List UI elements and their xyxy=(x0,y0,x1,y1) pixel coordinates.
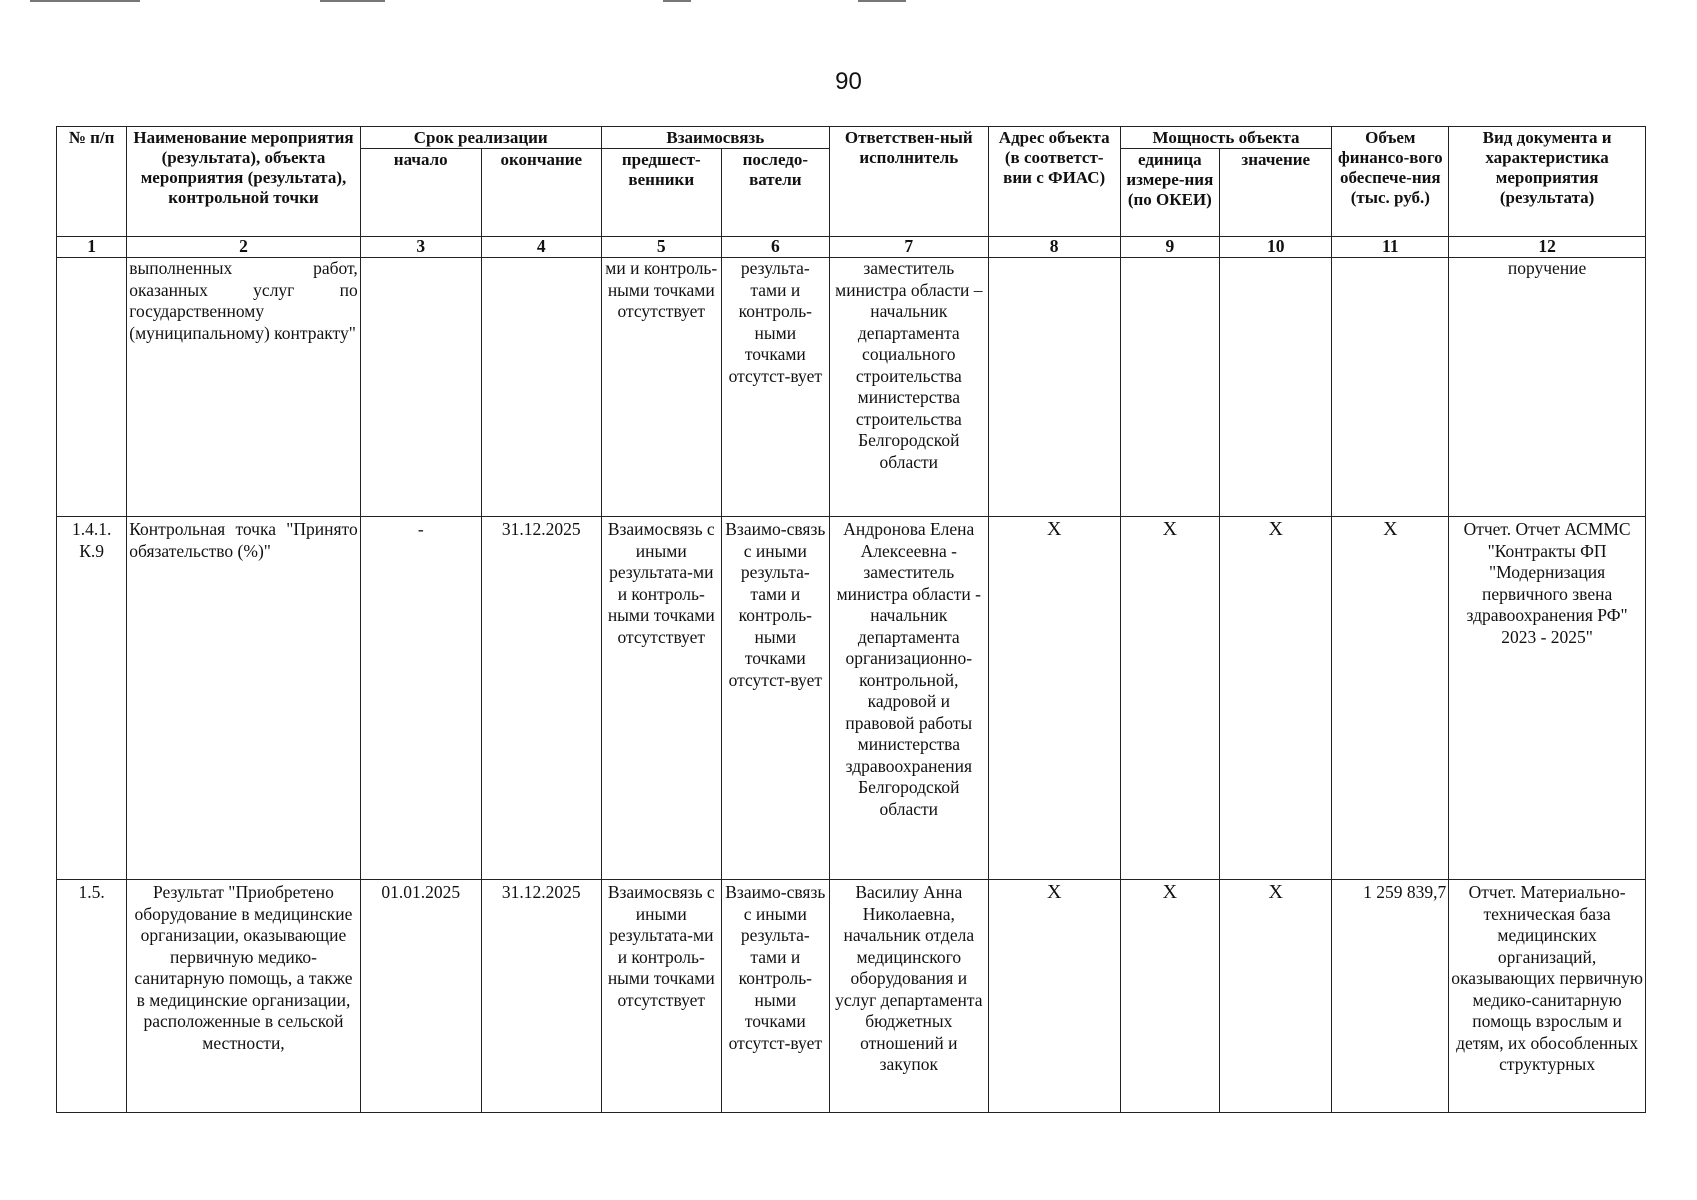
row-predecessors: Взаимосвязь с иными результата-ми и контроль-ными точками отсутствует xyxy=(601,517,721,880)
header-doc-type: Вид документа и характеристика мероприятия (результата) xyxy=(1449,127,1646,237)
row-start-date: - xyxy=(360,517,481,880)
row-end-date xyxy=(481,258,601,517)
row-number: 1.5. xyxy=(57,880,127,1113)
column-number-row xyxy=(57,237,1646,258)
row-address: X xyxy=(988,517,1120,880)
header-link-group: Взаимосвязь xyxy=(601,127,829,149)
row-unit: X xyxy=(1120,517,1219,880)
column-number: 4 xyxy=(481,237,601,258)
row-start-date: 01.01.2025 xyxy=(360,880,481,1113)
table-row xyxy=(57,880,1646,1113)
row-responsible: Андронова Елена Алексеевна - заместитель министра области - начальник департамента организационно-контрольной, кадровой и правовой работы министерства здравоохранения Белгородской области xyxy=(829,517,988,880)
column-number: 9 xyxy=(1120,237,1219,258)
header-link-pred: предшест-венники xyxy=(601,149,721,237)
scan-edge-mark xyxy=(30,0,140,2)
row-number xyxy=(57,258,127,517)
row-doc-type: Отчет. Материально-техническая база медицинских организаций, оказывающих первичную медико-санитарную помощь взрослым и детям, их обособленных структурных xyxy=(1449,880,1646,1113)
column-number: 5 xyxy=(601,237,721,258)
row-doc-type: Отчет. Отчет АСММС "Контракты ФП "Модернизация первичного звена здравоохранения РФ" 2023 - 2025" xyxy=(1449,517,1646,880)
header-term-end: окончание xyxy=(481,149,601,237)
row-address: X xyxy=(988,880,1120,1113)
row-name: Результат "Приобретено оборудование в медицинские организации, оказывающие первичную медико-санитарную помощь, а также в медицинские организации, расположенные в сельской местности, xyxy=(127,880,360,1113)
column-number: 7 xyxy=(829,237,988,258)
header-term-group: Срок реализации xyxy=(360,127,601,149)
row-finance: 1 259 839,7 xyxy=(1332,880,1449,1113)
column-number: 3 xyxy=(360,237,481,258)
row-name: Контрольная точка "Принято обязательство (%)" xyxy=(127,517,360,880)
column-number: 10 xyxy=(1220,237,1332,258)
header-finance: Объем финансо-вого обеспече-ния (тыс. руб.) xyxy=(1332,127,1449,237)
row-value: X xyxy=(1220,880,1332,1113)
row-value: X xyxy=(1220,517,1332,880)
scan-edge-mark xyxy=(858,0,906,2)
row-predecessors: ми и контроль-ными точками отсутствует xyxy=(601,258,721,517)
column-number: 2 xyxy=(127,237,360,258)
header-responsible: Ответствен-ный исполнитель xyxy=(829,127,988,237)
column-number: 11 xyxy=(1332,237,1449,258)
header-power-group: Мощность объекта xyxy=(1120,127,1332,149)
row-end-date: 31.12.2025 xyxy=(481,880,601,1113)
header-address: Адрес объекта (в соответст-вии с ФИАС) xyxy=(988,127,1120,237)
table-row xyxy=(57,517,1646,880)
column-number: 1 xyxy=(57,237,127,258)
row-start-date xyxy=(360,258,481,517)
header-power-value: значение xyxy=(1220,149,1332,237)
row-unit: X xyxy=(1120,880,1219,1113)
row-finance: X xyxy=(1332,517,1449,880)
row-responsible: Василиу Анна Николаевна, начальник отдела медицинского оборудования и услуг департамента бюджетных отношений и закупок xyxy=(829,880,988,1113)
page-number: 90 xyxy=(835,68,862,95)
row-successors: Взаимо-связь с иными результа-тами и контроль-ными точками отсутст-вует xyxy=(721,517,829,880)
row-number: 1.4.1. К.9 xyxy=(57,517,127,880)
header-num: № п/п xyxy=(57,127,127,237)
scan-edge-mark xyxy=(320,0,385,2)
row-responsible: заместитель министра области – начальник департамента социального строительства министерства строительства Белгородской области xyxy=(829,258,988,517)
table-row xyxy=(57,258,1646,517)
header-row-top xyxy=(57,127,1646,149)
row-successors: результа-тами и контроль-ными точками отсутст-вует xyxy=(721,258,829,517)
header-link-succ: последо-ватели xyxy=(721,149,829,237)
row-end-date: 31.12.2025 xyxy=(481,517,601,880)
column-number: 12 xyxy=(1449,237,1646,258)
row-address xyxy=(988,258,1120,517)
scan-edge-mark xyxy=(663,0,691,2)
row-name: выполненных работ, оказанных услуг по государственному (муниципальному) контракту" xyxy=(127,258,360,517)
row-doc-type: поручение xyxy=(1449,258,1646,517)
row-value xyxy=(1220,258,1332,517)
row-successors: Взаимо-связь с иными результа-тами и контроль-ными точками отсутст-вует xyxy=(721,880,829,1113)
header-term-start: начало xyxy=(360,149,481,237)
column-number: 8 xyxy=(988,237,1120,258)
row-finance xyxy=(1332,258,1449,517)
row-predecessors: Взаимосвязь с иными результата-ми и контроль-ными точками отсутствует xyxy=(601,880,721,1113)
plan-table xyxy=(56,126,1646,1113)
row-unit xyxy=(1120,258,1219,517)
column-number: 6 xyxy=(721,237,829,258)
header-power-unit: единица измере-ния (по ОКЕИ) xyxy=(1120,149,1219,237)
header-name: Наименование мероприятия (результата), объекта мероприятия (результата), контрольной точки xyxy=(127,127,360,237)
